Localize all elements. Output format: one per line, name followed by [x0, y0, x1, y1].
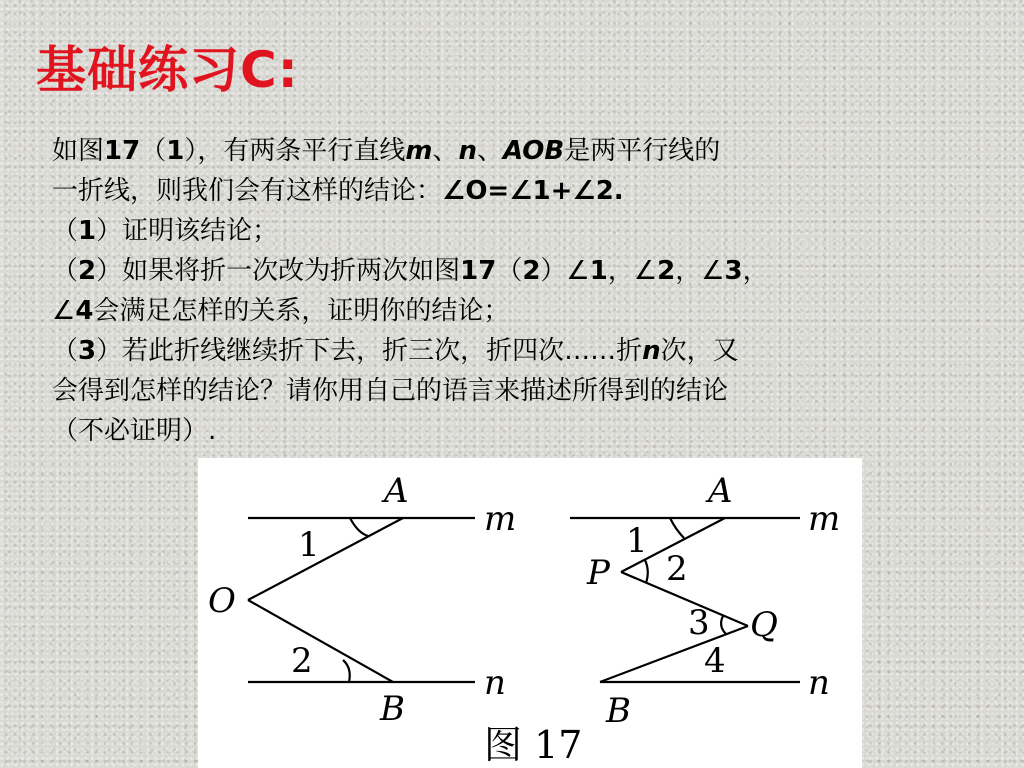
right-angle-2-label: 2: [666, 549, 688, 589]
problem-line-6: （3）若此折线继续折下去，折三次，折四次……折n次，又: [52, 336, 739, 366]
problem-line-2: 一折线，则我们会有这样的结论：∠O=∠1+∠2.: [52, 176, 624, 206]
problem-line-1: 如图17（1），有两条平行直线m、n、AOB是两平行线的: [52, 136, 721, 166]
right-angle-1-arc: [670, 518, 684, 538]
problem-line-7: 会得到怎样的结论？请你用自己的语言来描述所得到的结论: [52, 376, 729, 406]
left-segment-OB: [248, 600, 393, 682]
right-angle-4-label: 4: [704, 641, 726, 681]
problem-text: [52, 131, 962, 451]
slide-title: 基础练习C:: [36, 41, 299, 99]
figure-caption: 图 17: [484, 723, 583, 767]
problem-line-4: （2）如果将折一次改为折两次如图17（2）∠1，∠2，∠3，: [52, 256, 769, 286]
left-label-n: n: [484, 663, 506, 703]
left-angle-2-label: 2: [291, 641, 313, 681]
right-label-P: P: [587, 553, 610, 593]
left-label-O: O: [208, 581, 236, 621]
right-label-m: m: [808, 499, 841, 539]
problem-line-3: （1）证明该结论；: [52, 216, 279, 246]
right-segment-QB: [600, 626, 748, 682]
left-angle-2-arc: [343, 660, 350, 682]
problem-line-8: （不必证明）.: [52, 416, 217, 446]
right-label-A: A: [708, 471, 733, 511]
right-label-Q: Q: [750, 605, 778, 645]
problem-line-5: ∠4会满足怎样的关系，证明你的结论；: [52, 296, 510, 326]
right-angle-3-arc: [721, 616, 726, 634]
left-label-m: m: [484, 499, 517, 539]
right-label-B: B: [606, 691, 631, 731]
left-angle-1-label: 1: [298, 525, 320, 565]
right-angle-2-arc: [645, 560, 648, 583]
left-segment-OA: [248, 518, 403, 600]
right-angle-1-label: 1: [626, 521, 648, 561]
right-label-n: n: [808, 663, 830, 703]
figure-17-diagram: [198, 458, 862, 768]
figure-17: [198, 458, 862, 768]
left-label-B: B: [380, 689, 405, 729]
right-angle-3-label: 3: [688, 603, 710, 643]
left-angle-1-arc: [350, 518, 368, 536]
left-label-A: A: [384, 471, 409, 511]
